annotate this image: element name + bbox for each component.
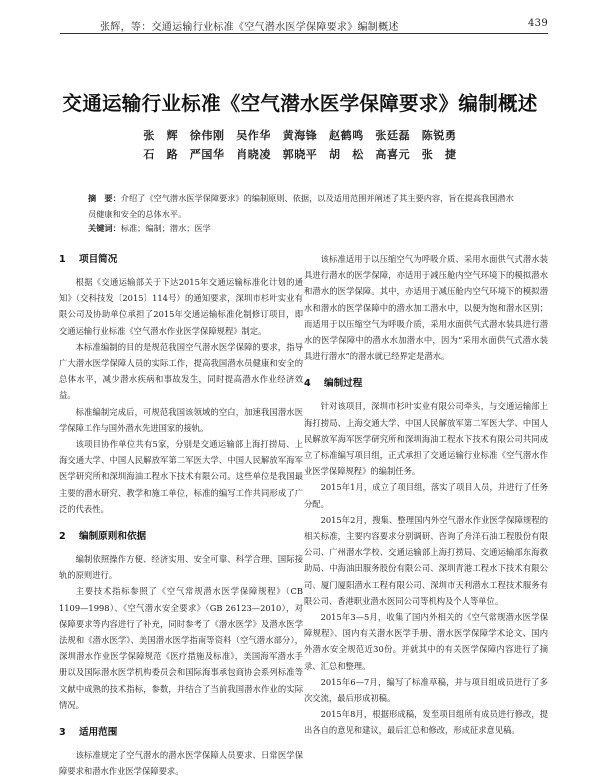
paragraph: 主要技术指标参照了《空气常规潜水医学保障规程》（CB 1109—1998）、《空气潜水安全要求》（GB 26123—2010），对保障要求等内容进行了补充，同时参考了《潜水医学》及潜水医学法规和《潜水医学》、美国潜水医学指南等资料（空气潜水部分），深圳潜水作业医学保障规范《医疗措施及标准》，美国海军潜水手册以及国际潜水医学机构委员会和国际海事承包商协会系列标准等文献中成熟的技术指标，参数，并结合了当前我国潜水作业的实际情况。 [59,586,303,710]
paragraph: 2015年8月，根据形成稿，发至项目组所有成员进行修改，提出各自的意见和建议，最后汇总和修改，形成征求意见稿。 [304,709,548,736]
keywords [88,223,514,234]
section-number: 1 [59,254,66,265]
keywords-text: 标准；编制；潜水；医学 [120,223,211,233]
abstract-label: 摘 要： [88,193,121,203]
paragraph: 标准编制完成后，可规范我国该领域的空白，加速我国潜水医学保障工作与国外潜水先进国家的接轨。 [59,406,303,433]
page-number: 439 [528,18,548,29]
left-column [59,251,303,779]
header-divider [60,33,548,34]
section-number: 3 [59,727,66,739]
section-number: 2 [59,531,66,543]
section-title: 编制原则和依据 [79,531,147,543]
section-heading [304,375,548,393]
author-list-line-2: 石 路 严国华 肖晓凌 郭晓平 胡 松 高喜元 张 捷 [143,148,457,161]
paragraph: 本标准编制的目的是规范我国空气潜水医学保障的要求，指导广大潜水医学保障人员的实际工作，提高我国潜水员健康和安全的总体水平，减少潜水疾病和事故发生，同时提高潜水作业经济效益。 [59,341,303,401]
abstract [88,190,514,222]
paragraph: 2015年2月，搜集、整理国内外空气潜水作业医学保障规程的相关标准，主要内容要求分别调研、咨询了舟洋石油工程股份有限公司、广州潜水学校、交通运输部上海打捞局、交通运输部东海救助局、中海油田服务股份有限公司、深圳青港工程水下技术有限公司、厦门厦阳潜水工程有限公司、深圳市天利潜水工程技术服务有限公司、香港职业潜水医同公司等机构及个人等单位。 [304,514,548,606]
paragraph: 该项目协作单位共有5家，分别是交通运输部上海打捞局、上海交通大学、中国人民解放军第二军医大学、中国人民解放军海军医学研究所和深圳海油工程水下技术有限公司。这些单位是我国最主要的潜水研究、教学和施工单位，标准的编写工作共同形成了广泛的代表性。 [59,439,303,514]
paragraph: 2015年6—7月，编写了标准草稿，并与项目组成员进行了多次交流，最后形成初稿。 [304,676,548,704]
section-number: 4 [304,378,311,390]
abstract-text: 介绍了《空气潜水医学保障要求》的编制原则、依据，以及适用范围并阐述了其主要内容，旨在提高我国潜水员健康和安全的总体水平。 [88,193,514,219]
section-title: 项目简况 [79,254,118,265]
paragraph: 2015年1月，成立了项目组，落实了项目人员，并进行了任务分配。 [304,482,548,509]
article-title: 交通运输行业标准《空气潜水医学保障要求》编制概述 [62,92,538,115]
paragraph: 该标准规定了空气潜水的潜水医学保障人员要求、日常医学保障要求和潜水作业医学保障要求。 [59,750,303,777]
paragraph: 根据《交通运输部关于下达2015年交通运输标准化计划的通知》（交科技发〔2015〕114号）的通知要求，深圳市杉叶实业有限公司及协助单位承担了2015年交通运输标准化制修订项目，即交通运输行业标准《空气潜水作业医学保障规程》制定。 [59,277,303,336]
section-title: 编制过程 [324,378,363,390]
paragraph: 该标准适用于以压缩空气为呼吸介质、采用水面供气式潜水装具进行潜水的医学保障，亦适用于减压舱内空气环境下的模拟潜水和潜水的医学保障。其中，亦适用于减压舱内空气环境下的模拟潜水和潜水的医学保障中的潜水加工潜水中，以便为饱和潜水区别；而适用于以压缩空气为呼吸介质，采用水面供气式潜水装具进行潜水的医学保障中的潜水水加潜水中，因为“采用水面供气式潜水装具进行潜水”的潜水就已经界定是潜水。 [304,254,548,362]
section-heading [59,528,303,546]
section-heading [59,251,303,269]
author-list-line-1: 张 辉 徐伟刚 吴作华 黄海锋 赵鹤鸣 张廷磊 陈锐勇 [143,129,457,142]
paragraph: 针对该项目，深圳市杉叶实业有限公司牵头，与交通运输部上海打捞局、上海交通大学、中国人民解放军第二军医大学、中国人民解放军海军医学研究所和深圳海油工程水下技术有限公司共同成立了标准编写项目组，正式承担了交通运输行业标准《空气潜水作业医学保障规程》的编制任务。 [304,401,548,477]
paragraph: 编制依照操作方便、经济实用、安全可靠、科学合理、国际接轨的原则进行。 [59,554,303,581]
section-heading [59,724,303,742]
right-column [304,251,548,739]
keywords-label: 关键词： [88,223,121,233]
paragraph: 2015年3—5月，收集了国内外相关的《空气常规潜水医学保障规程》、国内有关潜水医学手册、潜水医学保障学术论文、国内外潜水安全规范近30份。并就其中的有关医学保障内容进行了摘录、汇总和整理。 [304,612,548,671]
running-title: 张辉，等：交通运输行业标准《空气潜水医学保障要求》编制概述 [100,22,399,33]
section-title: 适用范围 [79,727,118,739]
